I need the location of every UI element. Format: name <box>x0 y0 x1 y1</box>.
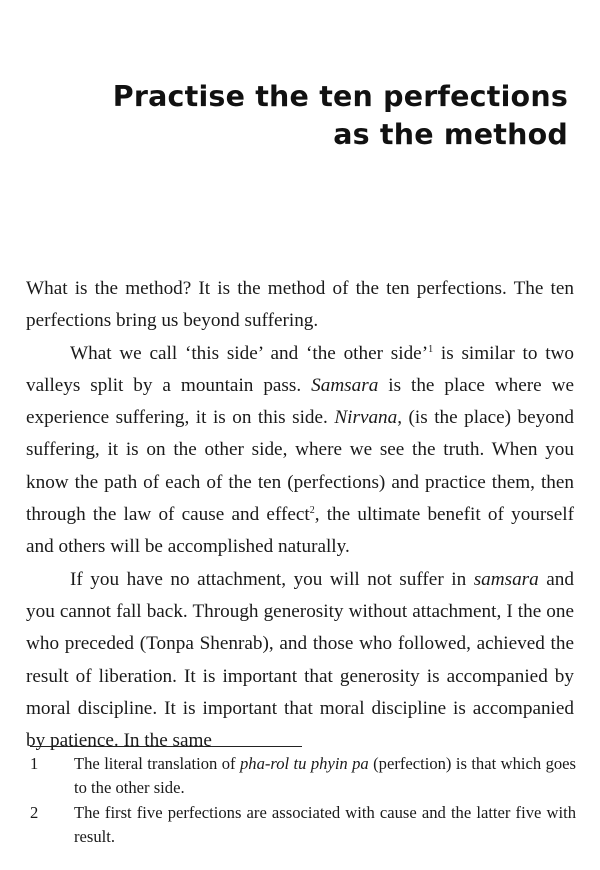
footnote-number: 1 <box>30 754 39 773</box>
paragraph-2-part-b: is similar to two valleys split by a mountain pass. <box>26 342 574 396</box>
paragraph-1: What is the method? It is the method of the ten perfections. The ten perfections bring us beyond suffering. <box>26 278 574 332</box>
footnote-2 <box>30 801 576 848</box>
paragraph-3-part-b: and you cannot fall back. Through generosity without attachment, I the one who preceded (Tonpa Shenrab), and those who followed, achieved the result of liberation. It is important that generosity is accompanied by moral discipline. It is important that moral discipline is accompanied by patience. In the same <box>26 568 574 752</box>
footnote-text-part-b: (perfection) is that which goes to the other side. <box>74 754 576 797</box>
paragraph-2-part-c: is the place where we experience suffering, it is on this side. <box>26 374 574 429</box>
footnote-ref-2[interactable]: 2 <box>309 505 315 517</box>
footnote-text: The first five perfections are associated with cause and the latter five with result. <box>74 803 576 846</box>
footnote-number: 2 <box>30 803 39 822</box>
footnote-1 <box>30 752 576 799</box>
footnote-divider <box>30 746 302 747</box>
footnote-term: pha-rol tu phyin pa <box>239 754 369 773</box>
body-text <box>26 273 574 757</box>
chapter-title-line-2: as the method <box>333 118 568 151</box>
chapter-title-line-1: Practise the ten perfections <box>112 80 568 113</box>
paragraph-2-part-e: , the ultimate benefit of yourself and others will be accomplished naturally. <box>26 504 574 558</box>
footnote-text-part-a: The literal translation of <box>74 754 240 773</box>
term-nirvana: Nirvana <box>334 407 398 429</box>
footnotes <box>30 752 576 850</box>
paragraph-3-part-a: If you have no attachment, you will not suffer in <box>70 568 474 590</box>
term-samsara: Samsara <box>311 374 379 396</box>
paragraph-2-part-a: What we call ‘this side’ and ‘the other side’ <box>70 342 429 364</box>
footnote-text <box>74 752 576 799</box>
chapter-title <box>48 78 568 154</box>
footnote-ref-1[interactable]: 1 <box>428 343 434 355</box>
paragraph-3 <box>26 564 574 758</box>
term-samsara-2: samsara <box>473 568 539 590</box>
paragraph-2-part-d: , (is the place) beyond suffering, it is on the other side, where we see the truth. When you know the path of each of the ten (perfections) and practice them, then through the law of cause and effect <box>26 407 575 526</box>
paragraph-2 <box>26 338 574 564</box>
